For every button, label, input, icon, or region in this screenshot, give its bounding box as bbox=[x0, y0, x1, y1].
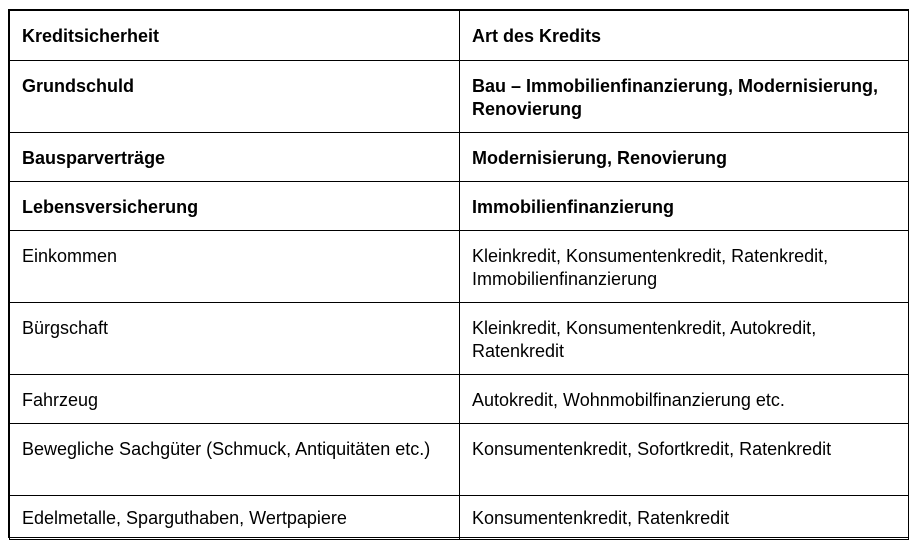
table-row bbox=[10, 231, 909, 303]
cell-sicherheit: Lebensversicherung bbox=[10, 182, 460, 231]
table-row bbox=[10, 61, 909, 133]
credit-security-table-wrapper bbox=[8, 9, 909, 538]
credit-security-table bbox=[9, 10, 909, 540]
header-art-des-kredits: Art des Kredits bbox=[460, 11, 909, 61]
table-row bbox=[10, 375, 909, 424]
cell-kredit: Bau – Immobilienfinanzierung, Modernisierung, Renovierung bbox=[460, 61, 909, 133]
cell-kredit: Konsumentenkredit, Ratenkredit bbox=[460, 496, 909, 540]
cell-kredit: Immobilienfinanzierung bbox=[460, 182, 909, 231]
cell-sicherheit: Bürgschaft bbox=[10, 303, 460, 375]
cell-sicherheit: Einkommen bbox=[10, 231, 460, 303]
cell-kredit: Konsumentenkredit, Sofortkredit, Ratenkredit bbox=[460, 424, 909, 496]
table-row bbox=[10, 182, 909, 231]
table-row bbox=[10, 133, 909, 182]
table-row bbox=[10, 303, 909, 375]
cell-sicherheit: Bausparverträge bbox=[10, 133, 460, 182]
table-row bbox=[10, 496, 909, 540]
cell-sicherheit: Edelmetalle, Sparguthaben, Wertpapiere bbox=[10, 496, 460, 540]
cell-kredit: Modernisierung, Renovierung bbox=[460, 133, 909, 182]
cell-kredit: Kleinkredit, Konsumentenkredit, Autokredit, Ratenkredit bbox=[460, 303, 909, 375]
cell-kredit: Autokredit, Wohnmobilfinanzierung etc. bbox=[460, 375, 909, 424]
header-kreditsicherheit: Kreditsicherheit bbox=[10, 11, 460, 61]
cell-sicherheit: Fahrzeug bbox=[10, 375, 460, 424]
cell-sicherheit: Bewegliche Sachgüter (Schmuck, Antiquitäten etc.) bbox=[10, 424, 460, 496]
table-row bbox=[10, 424, 909, 496]
table-header-row bbox=[10, 11, 909, 61]
cell-kredit: Kleinkredit, Konsumentenkredit, Ratenkredit, Immobilienfinanzierung bbox=[460, 231, 909, 303]
cell-sicherheit: Grundschuld bbox=[10, 61, 460, 133]
